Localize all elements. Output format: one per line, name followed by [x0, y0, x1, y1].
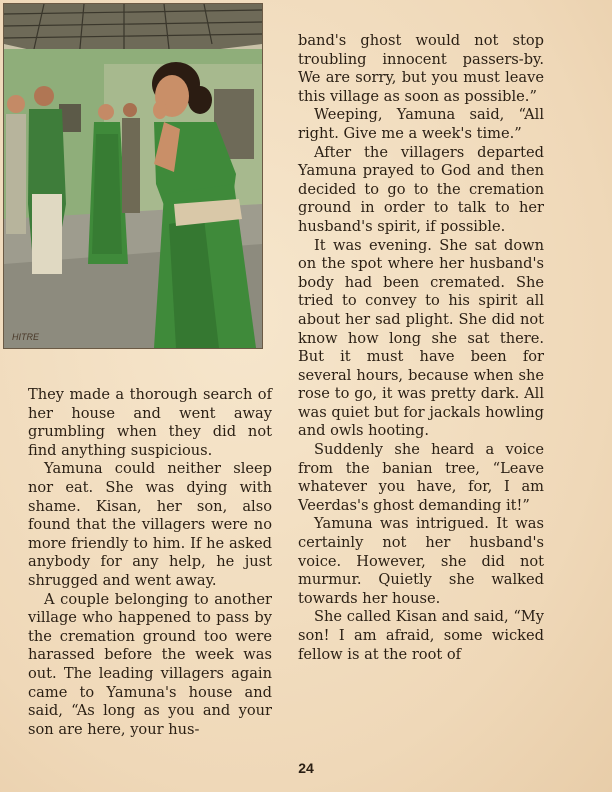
paragraph: She called Kisan and said, “My son! I am afraid, some wicked fellow is at the root of — [298, 608, 544, 663]
paragraph: They made a thorough search of her house and went away grumbling when they did not find anything suspicious. — [28, 386, 272, 459]
paragraph: Weeping, Yamuna said, “All right. Give me a week's time.” — [298, 106, 544, 142]
right-text-column — [298, 32, 544, 664]
paragraph: Suddenly she heard a voice from the banian tree, “Leave whatever you have, for, I am Veerdas's ghost demanding it!” — [298, 441, 544, 514]
paragraph: Yamuna was intrigued. It was certainly not her husband's voice. However, she did not murmur. Quietly she walked towards her house. — [298, 515, 544, 607]
village-scene-illustration — [4, 4, 262, 348]
artist-signature: HITRE — [12, 332, 39, 342]
paragraph: A couple belonging to another village who happened to pass by the cremation ground too were harassed before the week was out. The leading villagers again came to Yamuna's house and said, “As long as you and your son are here, your hus- — [28, 590, 272, 738]
paragraph: Yamuna could neither sleep nor eat. She was dying with shame. Kisan, her son, also found that the villagers were no more friendly to him. If he asked anybody for any help, he just shrugged and went away. — [28, 460, 272, 589]
left-text-column — [28, 386, 272, 739]
paragraph: It was evening. She sat down on the spot where her husband's body had been cremated. She tried to convey to his spirit all about her sad plight. She did not know how long she sat there. But it must have been for several hours, because when she rose to go, it was pretty dark. All was quiet but for jackals howling and owls hooting. — [298, 236, 544, 440]
paragraph: After the villagers departed Yamuna prayed to God and then decided to go to the cremation ground in order to talk to her husband's spirit, if possible. — [298, 143, 544, 235]
paragraph: band's ghost would not stop troubling innocent passers-by. We are sorry, but you must leave this village as soon as possible.” — [298, 32, 544, 105]
story-illustration — [3, 3, 263, 349]
page-number: 24 — [298, 760, 314, 776]
